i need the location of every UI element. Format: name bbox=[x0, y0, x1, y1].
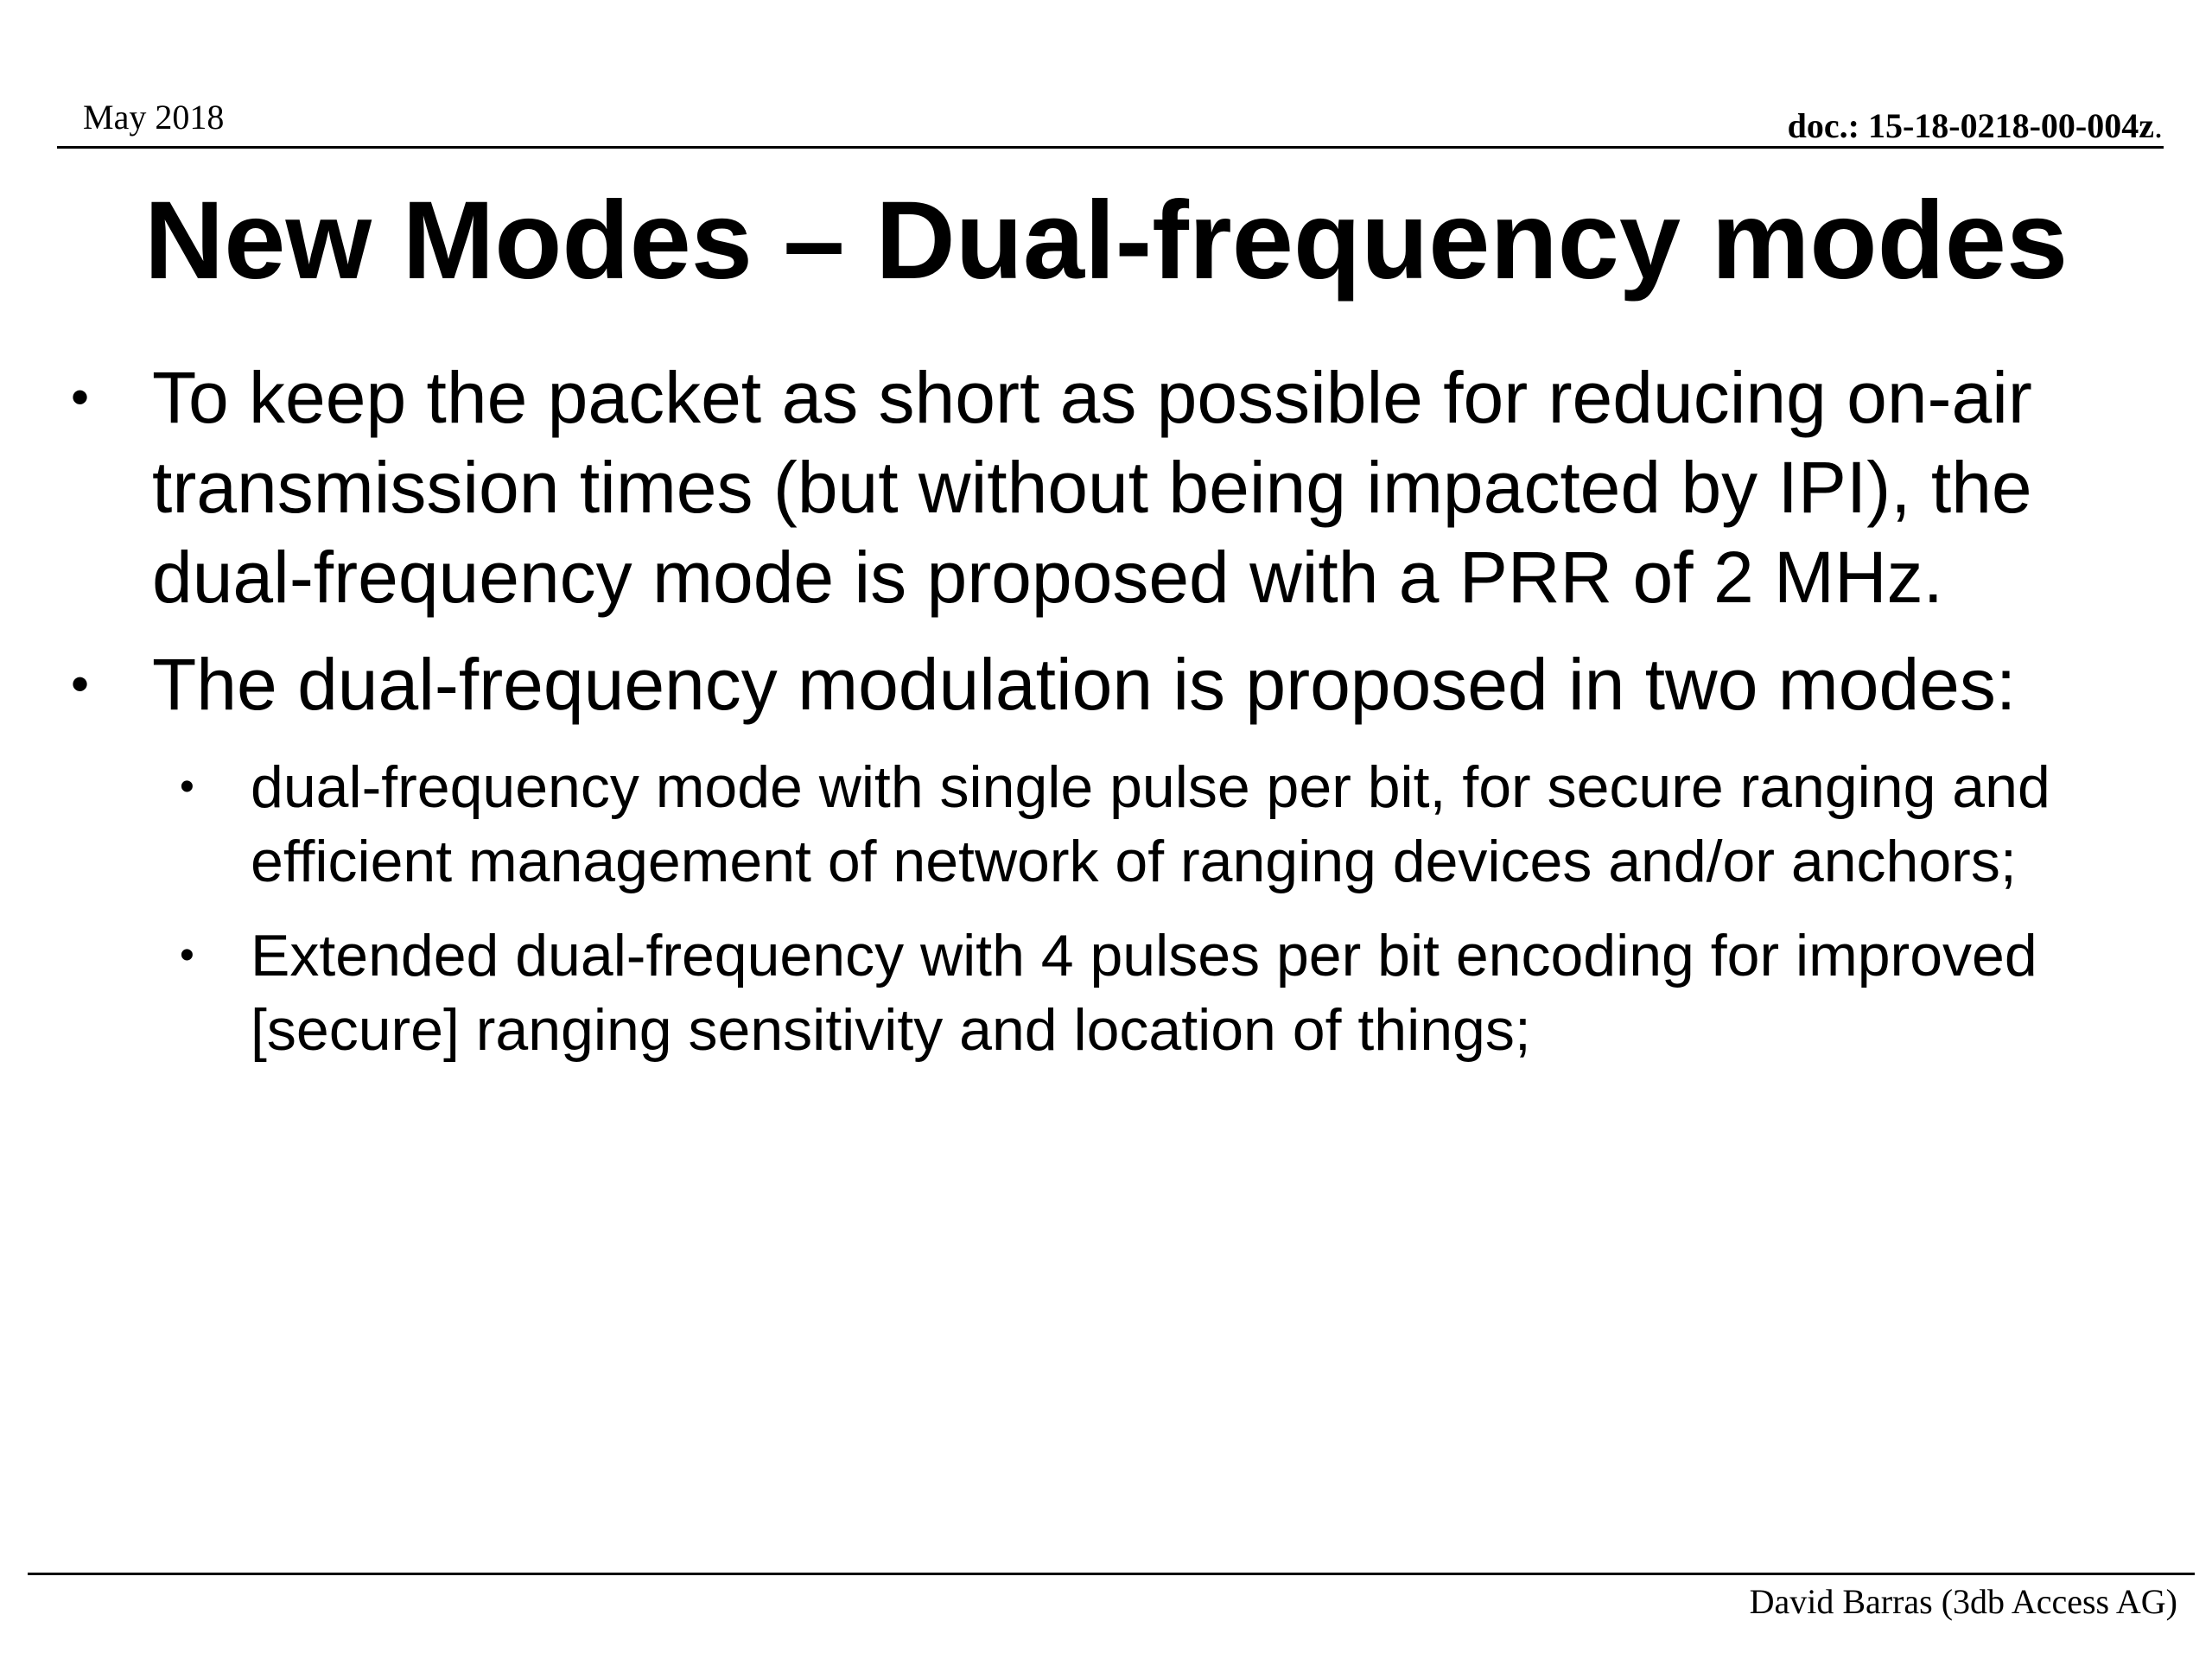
doc-number-label: doc.: 15-18-0218-00-004z bbox=[1787, 106, 2154, 145]
bullet-line: dual-frequency mode is proposed with a PRR of 2 MHz. bbox=[152, 537, 1943, 618]
bullet-line: To keep the packet as short as possible for reducing on-air bbox=[152, 357, 2032, 438]
bullet-marker: • bbox=[71, 655, 90, 713]
sub-bullet-text bbox=[251, 918, 2177, 1067]
header-divider bbox=[57, 146, 2164, 149]
bullet-text bbox=[152, 639, 2131, 729]
sub-bullet-marker: • bbox=[180, 932, 194, 978]
header-doc-number bbox=[1788, 105, 2163, 147]
sub-bullet-line: efficient management of network of ranging devices and/or anchors; bbox=[251, 829, 2017, 894]
sub-bullet-line: dual-frequency mode with single pulse per bit, for secure ranging and bbox=[251, 754, 2050, 820]
sub-bullet-line: Extended dual-frequency with 4 pulses per bit encoding for improved bbox=[251, 923, 2037, 988]
sub-bullet-marker: • bbox=[180, 764, 194, 810]
footer-author: David Barras (3db Access AG) bbox=[1749, 1582, 2177, 1621]
bullet-marker: • bbox=[71, 368, 90, 426]
bullet-line: The dual-frequency modulation is proposed in two modes: bbox=[152, 644, 2017, 725]
sub-bullet-line: [secure] ranging sensitivity and location of things; bbox=[251, 997, 1531, 1063]
footer-divider bbox=[28, 1573, 2195, 1575]
doc-number-trailing: . bbox=[2154, 106, 2163, 145]
header-date: May 2018 bbox=[83, 98, 225, 137]
slide-title: New Modes – Dual-frequency modes bbox=[143, 179, 2069, 302]
bullet-line: transmission times (but without being impacted by IPI), the bbox=[152, 447, 2032, 528]
bullet-text bbox=[152, 353, 2131, 622]
sub-bullet-text bbox=[251, 750, 2177, 899]
